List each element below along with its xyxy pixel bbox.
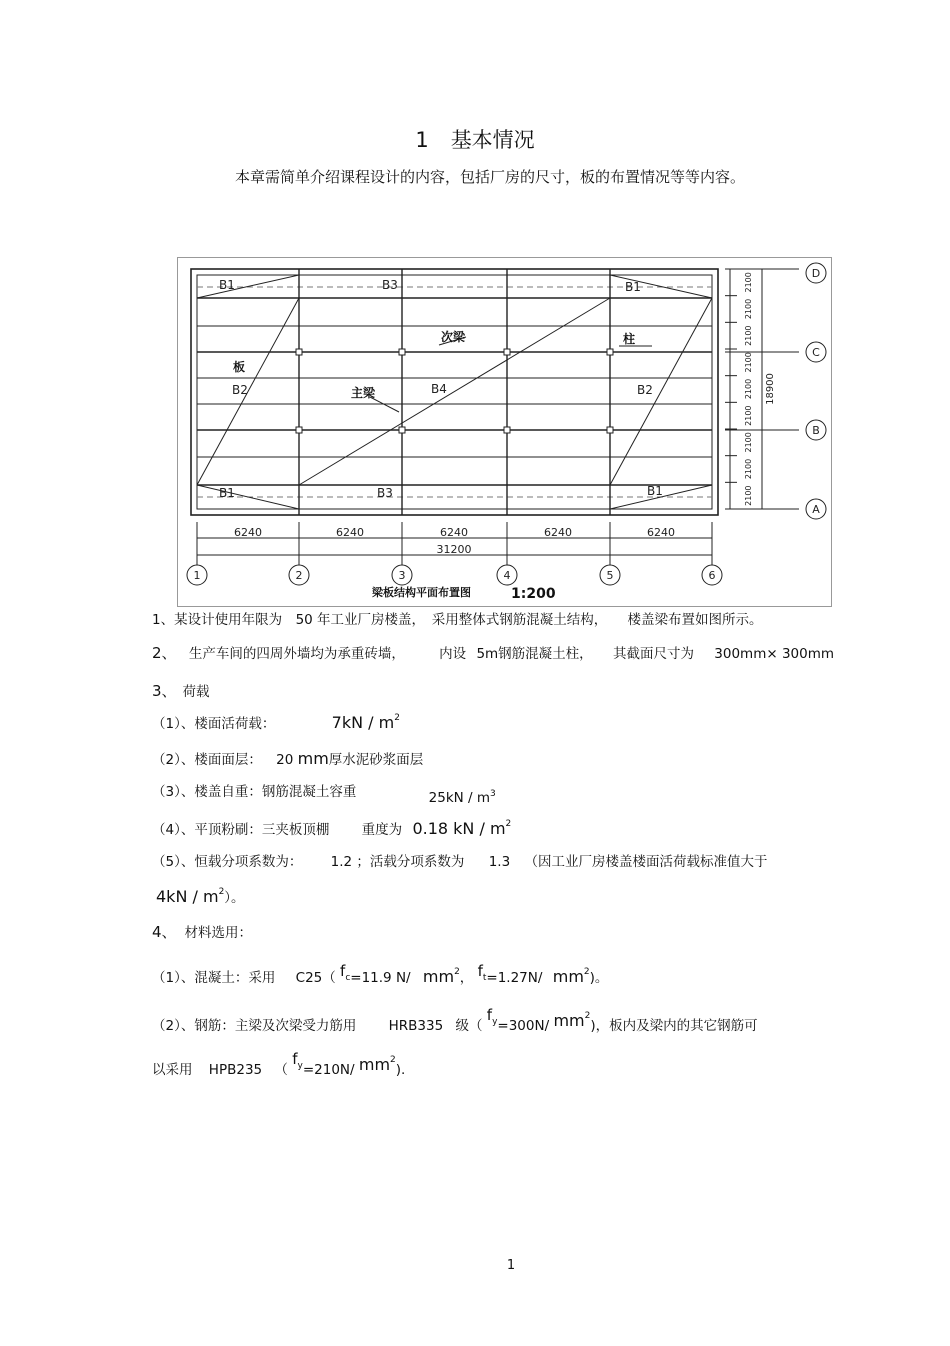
label-b2: B2 xyxy=(232,383,248,397)
axis-label-1: 1 xyxy=(193,569,201,582)
material-1: （1）、混凝土：采用 C25（ fc=11.9 N/ $mm^2$， ft=1.27N/ $mm^2$)。 xyxy=(152,962,609,986)
row-spacing-label: 2100 xyxy=(744,378,753,400)
row-spacing-label: 2100 xyxy=(744,272,753,293)
bay-width-3: 6240 xyxy=(440,526,468,539)
load-3: （3）、楼盖自重：钢筋混凝土容重 25kN / m3 xyxy=(152,784,496,806)
column-5b xyxy=(607,427,613,433)
section-number: 1 xyxy=(415,128,429,152)
axis-label-d: D xyxy=(811,267,821,280)
section-heading: 基本情况 xyxy=(450,128,535,152)
label-b1: B1 xyxy=(219,486,235,500)
item-1: 1、某设计使用年限为 50 年工业厂房楼盖， 采用整体式钢筋混凝土结构， 楼盖梁布置如图所示。 xyxy=(152,612,763,628)
load-5-continued: $4kN / m^2$）。 xyxy=(156,887,245,906)
bay-width-2: 6240 xyxy=(336,526,364,539)
label-secondary-beam: 次梁 xyxy=(441,330,466,344)
axis-label-3: 3 xyxy=(398,569,406,582)
label-main-beam: 主梁 xyxy=(351,386,376,400)
column-2c xyxy=(296,349,302,355)
load-5: （5）、恒载分项系数为： 1.2 ；活载分项系数为 1.3 （因工业厂房楼盖楼面活荷载标准值大于 xyxy=(152,854,768,870)
column-4b xyxy=(504,427,510,433)
item-2-number: 2、 xyxy=(152,644,177,662)
load-2: （2）、楼面面层： 20 mm厚水泥砂浆面层 xyxy=(152,749,424,768)
row-spacing-label: 2100 xyxy=(744,325,753,346)
total-depth-label: 18900 xyxy=(765,373,776,405)
load-4: （4）、平顶粉刷：三夹板顶棚 重度为 0.18 kN / $m^2$ xyxy=(152,819,512,838)
axis-label-b: B xyxy=(812,424,820,437)
total-width: 31200 xyxy=(436,543,472,556)
item-3: 3、 荷载 xyxy=(152,682,210,700)
row-spacing-label: 2100 xyxy=(744,405,753,426)
label-b1: B1 xyxy=(219,278,235,292)
row-spacing-label: 2100 xyxy=(744,432,753,453)
intro-paragraph: 本章需简单介绍课程设计的内容，包括厂房的尺寸，板的布置情况等等内容。 xyxy=(234,168,745,186)
label-b2: B2 xyxy=(637,383,653,397)
axis-label-2: 2 xyxy=(295,569,303,582)
section-title xyxy=(0,124,950,154)
column-5c xyxy=(607,349,613,355)
label-b1: B1 xyxy=(625,280,641,294)
column-3b xyxy=(399,427,405,433)
floor-plan-drawing xyxy=(177,257,832,607)
axis-label-c: C xyxy=(812,346,820,359)
axis-label-4: 4 xyxy=(503,569,511,582)
page-number: 1 xyxy=(506,1258,516,1273)
item-2: 2、 生产车间的四周外墙均为承重砖墙， 内设 5m钢筋混凝土柱， 其截面尺寸为 300mm× 300mm xyxy=(152,644,835,662)
material-2: （2）、钢筋：主梁及次梁受力筋用 HRB335 级（ $f^y=300N/$ $mm^2$)，板内及梁内的其它钢筋可 xyxy=(152,1006,758,1034)
row-spacing-label: 2100 xyxy=(744,485,753,506)
label-column: 柱 xyxy=(623,332,636,346)
label-b3: B3 xyxy=(377,486,393,500)
column-2b xyxy=(296,427,302,433)
row-spacing-label: 2100 xyxy=(744,352,753,373)
row-spacing-label: 2100 xyxy=(744,458,753,480)
bay-width-1: 6240 xyxy=(234,526,262,539)
label-b1: B1 xyxy=(647,484,663,498)
column-4c xyxy=(504,349,510,355)
label-slab: 板 xyxy=(233,360,246,374)
item-4: 4、 材料选用： xyxy=(152,923,253,941)
bay-width-4: 6240 xyxy=(544,526,572,539)
drawing-scale: 1:200 xyxy=(511,586,556,602)
region-b1-b3-bottom xyxy=(197,485,712,509)
load-1: （1）、楼面活荷载： $7kN / m^2$ xyxy=(152,713,400,732)
row-spacing-label: 2100 xyxy=(744,298,753,320)
axis-label-5: 5 xyxy=(606,569,614,582)
column-3c xyxy=(399,349,405,355)
material-2-continued: 以采用 HPB235 （ $f^y=210N/$ $mm^2$). xyxy=(152,1050,406,1078)
label-b4: B4 xyxy=(431,382,447,396)
label-b3: B3 xyxy=(382,278,398,292)
axis-label-6: 6 xyxy=(708,569,716,582)
bay-width-5: 6240 xyxy=(647,526,675,539)
drawing-caption: 梁板结构平面布置图 xyxy=(372,586,471,599)
axis-label-a: A xyxy=(812,503,820,516)
